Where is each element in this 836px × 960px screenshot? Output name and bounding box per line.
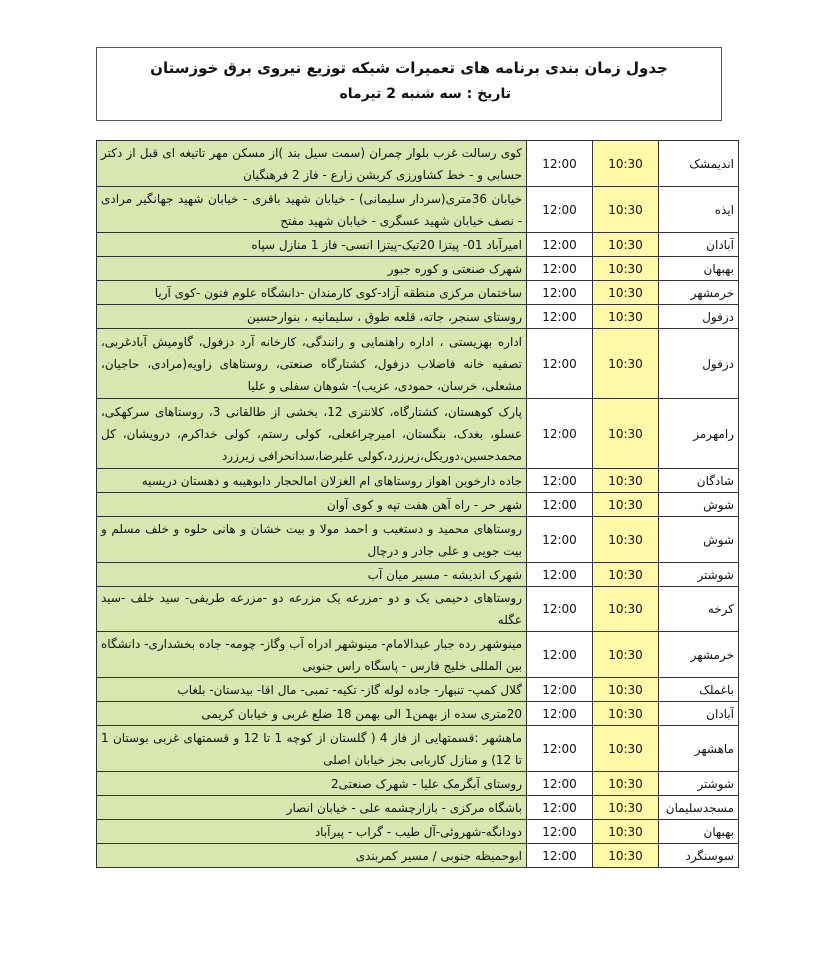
end-time-cell: 12:00 (527, 305, 593, 329)
start-time-cell: 10:30 (593, 820, 659, 844)
end-time-cell: 12:00 (527, 702, 593, 726)
table-row (97, 493, 739, 517)
schedule-table (96, 140, 739, 868)
start-time-cell: 10:30 (593, 844, 659, 868)
start-time-cell: 10:30 (593, 399, 659, 469)
end-time-cell: 12:00 (527, 820, 593, 844)
city-cell: شوشتر (659, 772, 739, 796)
city-cell: ماهشهر (659, 726, 739, 772)
affected-area-cell: 20متری سده از بهمن1 الی بهمن 18 ضلع غربی و خیابان کریمی (97, 702, 527, 726)
start-time-cell: 10:30 (593, 563, 659, 587)
start-time-cell: 10:30 (593, 587, 659, 632)
table-row (97, 233, 739, 257)
table-row (97, 587, 739, 632)
affected-area-cell: خیابان 36متری(سردار سلیمانی) - خیابان شهید باقری - خیابان شهید جهانگیر مرادی - نصف خیابان شهید عسگری - خیابان شهید مفتح (97, 187, 527, 233)
start-time-cell: 10:30 (593, 141, 659, 187)
end-time-cell: 12:00 (527, 772, 593, 796)
city-cell: کرخه (659, 587, 739, 632)
table-row (97, 678, 739, 702)
page-title: جدول زمان بندی برنامه های تعمیرات شبکه توزیع نیروی برق خوزستان (150, 59, 668, 77)
table-row (97, 305, 739, 329)
table-row (97, 469, 739, 493)
end-time-cell: 12:00 (527, 563, 593, 587)
table-row (97, 772, 739, 796)
affected-area-cell: جاده دارخوین اهواز روستاهای ام الغزلان امالحجار دابوهیبه و دهستان دریسیه (97, 469, 527, 493)
table-row (97, 399, 739, 469)
affected-area-cell: اداره بهزیستی ، اداره راهنمایی و رانندگی، کارخانه آرد دزفول، گاومیش آبادغربی، تصفیه خانه فاضلاب دزفول، کشتارگاه صنعتی، روستاهای زاویه(مرادی، حاجیان، مشعلی، خرسان، حمودی، عزیب)- شوهان سفلی و علیا (97, 329, 527, 399)
affected-area-cell: باشگاه مرکزی - بازارچشمه علی - خیابان انصار (97, 796, 527, 820)
start-time-cell: 10:30 (593, 726, 659, 772)
affected-area-cell: ماهشهر :قسمتهایی از فاز 4 ( گلستان از کوچه 1 تا 12 و قسمتهای غربی بوستان 1 تا 12) و منازل کاربابی بجز خیابان اصلی (97, 726, 527, 772)
affected-area-cell: ابوحمیظه جنوبی / مسیر کمربندی (97, 844, 527, 868)
city-cell: ایذه (659, 187, 739, 233)
start-time-cell: 10:30 (593, 469, 659, 493)
city-cell: آبادان (659, 702, 739, 726)
city-cell: دزفول (659, 329, 739, 399)
table-row (97, 726, 739, 772)
affected-area-cell: پارک کوهستان، کشتارگاه، کلانتری 12، بخشی از طالقانی 3، روستاهای سرکهکی، عسلو، بغدک، بنگستان، امیرچراغعلی، کولی رستم، کولی خداکرم، درویشان، کل محمدحسین،دوریکل،زیرزرد،کولی علیرضا،سدانحرافی زیرزرد (97, 399, 527, 469)
start-time-cell: 10:30 (593, 329, 659, 399)
header-box (96, 47, 722, 121)
table-row (97, 796, 739, 820)
end-time-cell: 12:00 (527, 281, 593, 305)
city-cell: مسجدسلیمان (659, 796, 739, 820)
city-cell: خرمشهر (659, 281, 739, 305)
start-time-cell: 10:30 (593, 702, 659, 726)
table-row (97, 702, 739, 726)
affected-area-cell: شهرک اندیشه - مسیر میان آب (97, 563, 527, 587)
start-time-cell: 10:30 (593, 517, 659, 563)
start-time-cell: 10:30 (593, 305, 659, 329)
start-time-cell: 10:30 (593, 187, 659, 233)
schedule-table-body (97, 141, 739, 868)
city-cell: شوشتر (659, 563, 739, 587)
end-time-cell: 12:00 (527, 632, 593, 678)
city-cell: رامهرمز (659, 399, 739, 469)
affected-area-cell: روستای سنجر، جاته، قلعه طوق ، سلیمانیه ، بنوارحسین (97, 305, 527, 329)
end-time-cell: 12:00 (527, 233, 593, 257)
start-time-cell: 10:30 (593, 257, 659, 281)
city-cell: بهبهان (659, 820, 739, 844)
end-time-cell: 12:00 (527, 587, 593, 632)
table-row (97, 187, 739, 233)
end-time-cell: 12:00 (527, 517, 593, 563)
city-cell: آبادان (659, 233, 739, 257)
city-cell: سوسنگرد (659, 844, 739, 868)
start-time-cell: 10:30 (593, 281, 659, 305)
table-row (97, 281, 739, 305)
city-cell: شوش (659, 493, 739, 517)
affected-area-cell: مینوشهر رده جبار عبدالامام- مینوشهر ادراه آب وگاز- چومه- جاده بخشداری- دانشگاه بین المللی خلیج فارس - پاسگاه راس جنوبی (97, 632, 527, 678)
end-time-cell: 12:00 (527, 796, 593, 820)
affected-area-cell: ساختمان مرکزی منطقه آزاد-کوی کارمندان -دانشگاه علوم فنون -کوی آریا (97, 281, 527, 305)
table-row (97, 329, 739, 399)
affected-area-cell: گلال کمپ- تنبهار- جاده لوله گاز- تکیه- تمبی- مال اقا- بیدستان- بلغاب (97, 678, 527, 702)
city-cell: خرمشهر (659, 632, 739, 678)
start-time-cell: 10:30 (593, 632, 659, 678)
affected-area-cell: روستای آبگرمک علیا - شهرک صنعتی2 (97, 772, 527, 796)
end-time-cell: 12:00 (527, 493, 593, 517)
table-row (97, 517, 739, 563)
table-row (97, 844, 739, 868)
start-time-cell: 10:30 (593, 233, 659, 257)
table-row (97, 820, 739, 844)
affected-area-cell: شهر حر - راه آهن هفت تپه و کوی آوان (97, 493, 527, 517)
end-time-cell: 12:00 (527, 844, 593, 868)
end-time-cell: 12:00 (527, 678, 593, 702)
city-cell: شوش (659, 517, 739, 563)
start-time-cell: 10:30 (593, 796, 659, 820)
city-cell: باغملک (659, 678, 739, 702)
city-cell: شادگان (659, 469, 739, 493)
affected-area-cell: روستاهای دحیمی یک و دو -مزرعه یک مزرعه دو -مزرعه طریفی- سید خلف -سید عگله (97, 587, 527, 632)
start-time-cell: 10:30 (593, 772, 659, 796)
end-time-cell: 12:00 (527, 187, 593, 233)
city-cell: دزفول (659, 305, 739, 329)
end-time-cell: 12:00 (527, 726, 593, 772)
table-row (97, 563, 739, 587)
affected-area-cell: امیرآباد 01- پیتزا 20تیک-پیتزا انسی- فاز 1 منازل سپاه (97, 233, 527, 257)
end-time-cell: 12:00 (527, 257, 593, 281)
table-row (97, 257, 739, 281)
city-cell: اندیمشک (659, 141, 739, 187)
end-time-cell: 12:00 (527, 399, 593, 469)
city-cell: بهبهان (659, 257, 739, 281)
table-row (97, 632, 739, 678)
affected-area-cell: روستاهای محمید و دستغیب و احمد مولا و بیت خشان و هانی حلوه و خلف مسلم و بیت جویی و علی جادر و درچال (97, 517, 527, 563)
schedule-date: تاریخ : سه شنبه 2 تیرماه (339, 86, 511, 102)
end-time-cell: 12:00 (527, 141, 593, 187)
end-time-cell: 12:00 (527, 329, 593, 399)
table-row (97, 141, 739, 187)
affected-area-cell: دودانگه-شهروئی-آل طیب - گراب - پیرآباد (97, 820, 527, 844)
affected-area-cell: کوی رسالت غرب بلوار چمران (سمت سیل بند )از مسکن مهر تاتیغه ای قبل از دکتر حسابی و - خط کشاورزی کربشن زارع - فاز 2 فرهنگیان (97, 141, 527, 187)
start-time-cell: 10:30 (593, 493, 659, 517)
end-time-cell: 12:00 (527, 469, 593, 493)
affected-area-cell: شهرک صنعتی و کوره جبور (97, 257, 527, 281)
start-time-cell: 10:30 (593, 678, 659, 702)
